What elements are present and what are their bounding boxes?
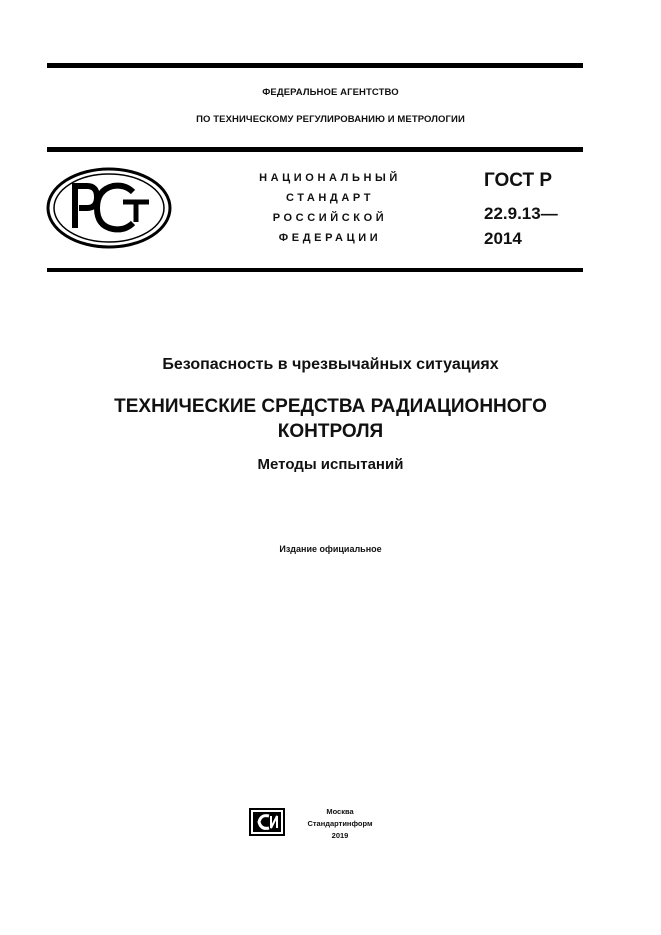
agency-line-1: ФЕДЕРАЛЬНОЕ АГЕНТСТВО	[262, 87, 399, 98]
title-block-rule	[47, 268, 583, 272]
rst-emblem-icon	[45, 166, 173, 250]
standard-type-line-1: НАЦИОНАЛЬНЫЙ	[259, 172, 401, 184]
main-title-line-2: КОНТРОЛЯ	[277, 421, 384, 442]
standartinform-logo-icon	[249, 808, 285, 836]
series-title: Безопасность в чрезвычайных ситуациях	[162, 356, 499, 373]
header-rule	[47, 147, 583, 152]
publisher-name: Стандартинформ	[307, 819, 373, 828]
edition-note: Издание официальное	[279, 544, 382, 554]
standard-code-line-1: ГОСТ Р	[484, 170, 553, 191]
standard-code-line-3: 2014	[484, 229, 522, 248]
standard-type-line-4: ФЕДЕРАЦИИ	[278, 232, 382, 244]
standard-type-line-2: СТАНДАРТ	[285, 192, 375, 204]
publisher-city: Москва	[326, 807, 354, 816]
publisher-year: 2019	[331, 831, 349, 840]
main-title-line-1: ТЕХНИЧЕСКИЕ СРЕДСТВА РАДИАЦИОННОГО	[114, 396, 547, 417]
subtitle: Методы испытаний	[257, 456, 404, 473]
main-title	[0, 394, 661, 444]
standard-code-line-2: 22.9.13—	[484, 204, 558, 223]
standard-type-line-3: РОССИЙСКОЙ	[272, 212, 388, 224]
top-rule	[47, 63, 583, 68]
agency-line-2: ПО ТЕХНИЧЕСКОМУ РЕГУЛИРОВАНИЮ И МЕТРОЛОГИИ	[196, 114, 465, 125]
